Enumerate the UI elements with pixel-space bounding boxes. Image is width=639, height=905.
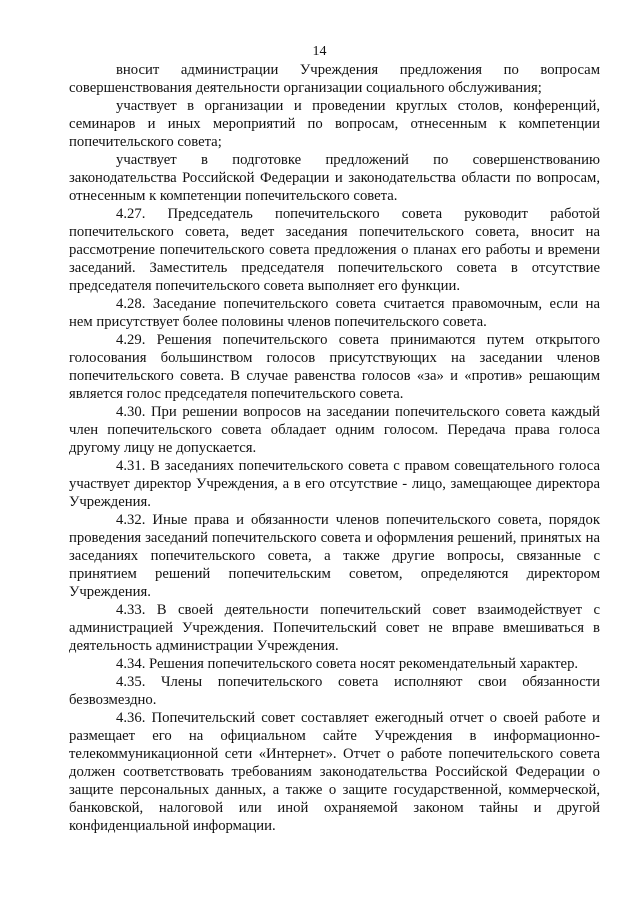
clause-4-30: 4.30. При решении вопросов на заседании попечительского совета каждый член попечительского совета обладает одним голосом. Передача права голоса другому лицу не допускается.	[69, 404, 600, 456]
paragraph-events: участвует в организации и проведении круглых столов, конференций, семинаров и иных мероприятий по вопросам, отнесенным к компетенции попечительского совета;	[69, 98, 600, 150]
clause-4-31: 4.31. В заседаниях попечительского совета с правом совещательного голоса участвует директор Учреждения, а в его отсутствие - лицо, замещающее директора Учреждения.	[69, 458, 600, 510]
paragraph-proposals: вносит администрации Учреждения предложения по вопросам совершенствования деятельности организации социального обслуживания;	[69, 62, 600, 96]
clause-4-32: 4.32. Иные права и обязанности членов попечительского совета, порядок проведения заседаний попечительского совета и оформления решений, принятых на заседаниях попечительского совета, а также другие вопросы, связанные с принятием решений попечительским советом, определяются директором Учреждения.	[69, 512, 600, 600]
clause-4-27: 4.27. Председатель попечительского совета руководит работой попечительского совета, ведет заседания попечительского совета, вносит на рассмотрение попечительского совета предложения о планах его работы и времени заседаний. Заместитель председателя попечительского совета в отсутствие председателя попечительского совета выполняет его функции.	[69, 206, 600, 294]
document-body	[69, 61, 600, 835]
clause-4-36: 4.36. Попечительский совет составляет ежегодный отчет о своей работе и размещает его на официальном сайте Учреждения в информационно-телекоммуникационной сети «Интернет». Отчет о работе попечительского совета должен соответствовать требованиям законодательства Российской Федерации о защите персональных данных, а также о защите государственной, коммерческой, банковской, налоговой или иной охраняемой законом тайны и другой конфиденциальной информации.	[69, 710, 600, 834]
clause-4-35: 4.35. Члены попечительского совета исполняют свои обязанности безвозмездно.	[69, 674, 600, 708]
clause-4-29: 4.29. Решения попечительского совета принимаются путем открытого голосования большинством голосов присутствующих на заседании членов попечительского совета. В случае равенства голосов «за» и «против» решающим является голос председателя попечительского совета.	[69, 332, 600, 402]
paragraph-legislation: участвует в подготовке предложений по совершенствованию законодательства Российской Федерации и законодательства области по вопросам, отнесенным к компетенции попечительского совета.	[69, 152, 600, 204]
clause-4-34: 4.34. Решения попечительского совета носят рекомендательный характер.	[116, 656, 579, 672]
clause-4-28: 4.28. Заседание попечительского совета считается правомочным, если на нем присутствует более половины членов попечительского совета.	[69, 296, 600, 330]
page-number: 14	[312, 44, 327, 59]
clause-4-33: 4.33. В своей деятельности попечительский совет взаимодействует с администрацией Учреждения. Попечительский совет не вправе вмешиваться в деятельность администрации Учреждения.	[69, 602, 600, 654]
